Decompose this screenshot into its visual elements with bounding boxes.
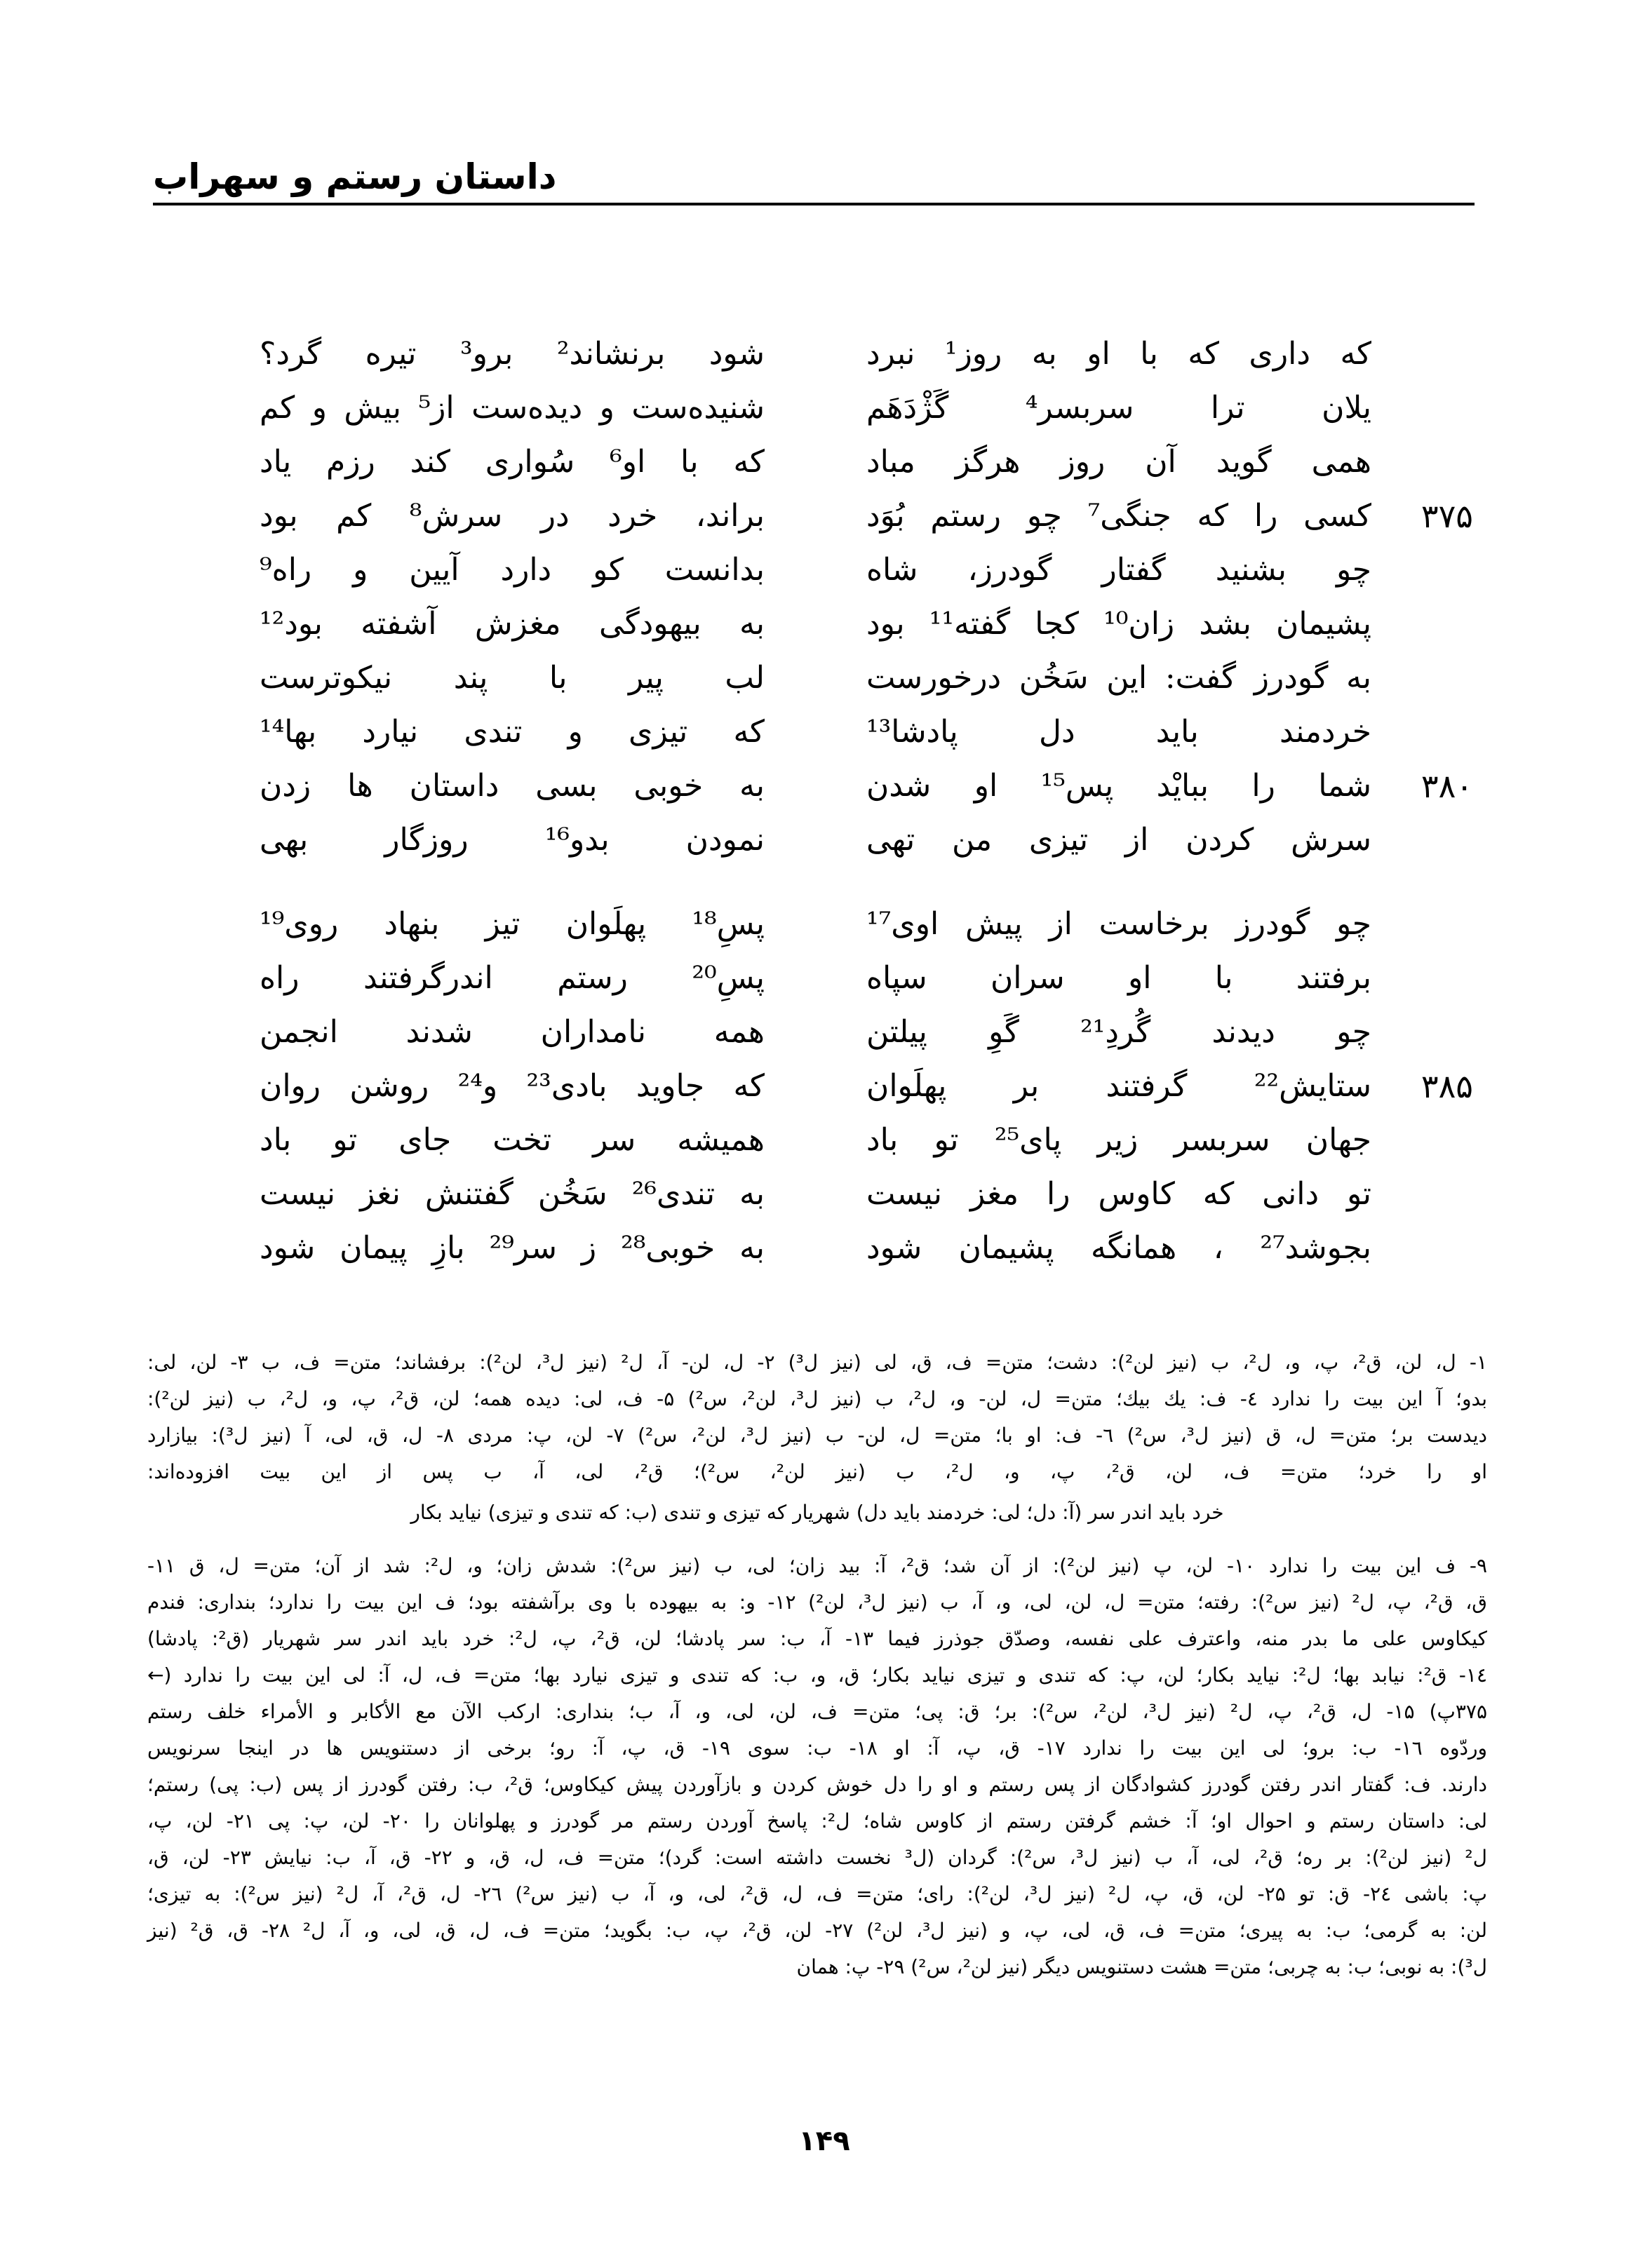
left-hemistich: بدانست کو دارد آیین و راه⁹	[260, 552, 765, 588]
footnote-line: ۱- ل، لن، ق²، پ، و، ل²، ب (نیز لن²): دشت؛ متن= ف، ق، لی (نیز ل³) ۲- ل، لن- آ، ل² (نیز ل³، لن²): برفشاند؛ متن= ف، ب ۳- لن، لی:	[147, 1351, 1488, 1374]
footnote-line: لی: داستان رستم و احوال او؛ آ: خشم گرفتن رستم از کاوس شاه؛ ل²: پاسخ آوردن رستم مر گودرز و پهلوانان را ۲۰- لن، پ: پی ۲۱- لن، پ،	[147, 1809, 1488, 1832]
left-hemistich: همیشه سر تخت جای تو باد	[260, 1122, 765, 1158]
left-hemistich: که جاوید بادی²³ و²⁴ روشن روان	[260, 1068, 765, 1104]
left-hemistich: پسِ¹⁸ پهلَوان تیز بنهاد روی¹⁹	[260, 906, 765, 942]
header-rule	[153, 203, 1475, 205]
left-hemistich: به خوبی²⁸ ز سر²⁹ بازِ پیمان شود	[260, 1230, 765, 1266]
footnote-line: خرد باید اندر سر (آ: دل؛ لی: خردمند باید دل) شهریار که تیزی و تندی (ب: که تندی و تیزی) نیاید بکار	[410, 1501, 1224, 1524]
right-hemistich: به گودرز گفت: این سَخُن درخورست	[866, 660, 1371, 696]
left-hemistich: شنیده‌ست و دیده‌ست از⁵ بیش و کم	[260, 390, 765, 426]
footnote-line: بدو؛ آ این بیت را ندارد ٤- ف: یك بیك؛ متن= ل، لن- و، ل²، ب (نیز ل³، لن²، س²) ۵- ف، لی: دیده همه؛ لن، ق²، پ، و، ل²، ب (نیز لن²):	[147, 1387, 1487, 1410]
left-hemistich: به خوبی بسی داستان ها زدن	[260, 768, 765, 804]
verse-number: ۳۸۵	[1421, 1067, 1473, 1105]
right-hemistich: تو دانی که کاوس را مغز نیست	[866, 1176, 1371, 1212]
right-hemistich: خردمند باید دل پادشا¹³	[866, 714, 1371, 750]
page-number: ۱۴۹	[798, 2125, 850, 2157]
right-hemistich: چو دیدند گُردِ²¹ گَوِ پیلتن	[866, 1014, 1372, 1050]
footnote-line: دیدست بر؛ متن= ل، ق (نیز ل³، س²) ٦- ف: او با؛ متن= ل، لن- ب (نیز ل³، لن²، س²) ۷- لن، پ: مردی ۸- ل، ق، لی، آ (نیز ل³): بیازارد	[147, 1424, 1488, 1447]
running-title: داستان رستم و سهراب	[153, 156, 557, 197]
verse-number: ۳۷۵	[1421, 497, 1473, 535]
right-hemistich: کسی را که جنگی⁷ چو رستم بُوَد	[866, 498, 1372, 534]
left-hemistich: نمودن بدو¹⁶ روزگار بهی	[260, 822, 765, 858]
right-hemistich: چو گودرز برخاست از پیش اوی¹⁷	[866, 906, 1371, 942]
right-hemistich: سرش کردن از تیزی من تهی	[866, 822, 1371, 858]
footnote-line: پ: باشی ۲٤- ق: تو ۲۵- لن، ق، پ، ل² (نیز ل³، لن²): رای؛ متن= ف، ل، ق²، لی، و، آ، ب (نیز س²) ۲٦- ل، ق²، آ، ل² (نیز س²): به تیزی؛	[147, 1882, 1487, 1905]
right-hemistich: بجوشد²⁷ ، همانگه پشیمان شود	[866, 1230, 1371, 1266]
footnote-line: ل² (نیز لن²): بر ره؛ ق²، لی، آ، ب (نیز ل³، س²): گردان (ل³ نخست داشته است: گرد)؛ متن= ف، ل، ق، و ۲۲- ق، آ، ب: نیایش ۲۳- لن، ق،	[147, 1846, 1487, 1869]
right-hemistich: جهان سربسر زیر پای²⁵ تو باد	[866, 1122, 1371, 1158]
footnote-line: او را خرد؛ متن= ف، لن، ق²، پ، و، ل²، ب (نیز لن²، س²)؛ ق²، لی، آ، ب پس از این بیت افزوده‌اند:	[147, 1460, 1488, 1483]
left-hemistich: پسِ²⁰ رستم اندرگرفتند راه	[260, 960, 765, 996]
right-hemistich: ستایش²² گرفتند بر پهلَوان	[866, 1068, 1371, 1104]
footnote-line: ق، ق²، پ، ل² (نیز س²): رفته؛ متن= ل، لن، لی، و، آ، ب (نیز ل³، لن²) ۱۲- و: به بیهوده با وی برآشفته بود؛ ف این بیت را ندارد؛ بنداری: فندم	[147, 1591, 1488, 1614]
left-hemistich: لب پیر با پند نیکوترست	[260, 660, 765, 696]
verse-number: ۳۸۰	[1421, 767, 1473, 805]
right-hemistich: همی گوید آن روز هرگز مباد	[866, 444, 1371, 480]
footnote-line: لن: به گرمی؛ ب: به پیری؛ متن= ف، ق، لی، پ، و (نیز ل³، لن²) ۲۷- لن، ق²، پ، ب: بگوید؛ متن= ف، ل، ق، لی، و، آ، ل² ۲۸- ق، ق² (نیز	[147, 1919, 1488, 1942]
right-hemistich: که داری که با او به روز¹ نبرد	[866, 336, 1371, 372]
right-hemistich: یلان ترا سربسر⁴ گَژْدَهَم	[866, 390, 1371, 426]
right-hemistich: چو بشنید گفتار گودرز، شاه	[866, 552, 1371, 588]
footnote-line: کیکاوس علی ما بدر منه، واعترف علی نفسه، وصدّق جوذرز فیما ۱۳- آ، ب: سر پادشا؛ لن، ق²، پ، ل²: خرد باید اندر سر شهریار (ق²: پادشا)	[147, 1627, 1488, 1650]
footnote-line: ۹- ف این بیت را ندارد ۱۰- لن، پ (نیز لن²): از آن شد؛ ق²، آ: بید زان؛ لی، ب (نیز س²): شدش زان؛ و، ل²: شد از آن؛ متن= ل، ق ۱۱-	[147, 1554, 1487, 1577]
footnote-line: دارند. ف: گفتار اندر رفتن گودرز کشوادگان از پس رستم و او را دل خوش کردن و بازآوردن پیش کیکاوس؛ ق²، ب: رفتن گودرز از پس (ب: پی) رستم؛	[147, 1773, 1488, 1796]
footnote-line: ۳۷۵پ) ۱۵- ل، ق²، پ، ل² (نیز ل³، لن²، س²): بر؛ ق: پی؛ متن= ف، لن، لی، و، آ، ب؛ بنداری: ارکب الآن مع الأکابر و الأمراء خلف رستم	[147, 1700, 1487, 1723]
left-hemistich: به بیهودگی مغزش آشفته بود¹²	[260, 606, 765, 642]
right-hemistich: برفتند با او سران سپاه	[866, 960, 1371, 996]
left-hemistich: که تیزی و تندی نیارد بها¹⁴	[260, 714, 765, 750]
right-hemistich: پشیمان بشد زان¹⁰ کجا گفته¹¹ بود	[866, 606, 1371, 642]
right-hemistich: شما را ببایْد پس¹⁵ او شدن	[866, 768, 1371, 804]
footnote-line: وردّوه ۱٦- ب: برو؛ لی این بیت را ندارد ۱۷- ق، پ، آ: او ۱۸- ب: سوی ۱۹- ق، پ، آ: رو؛ برخی از دستنویس ها در اینجا سرنویس	[147, 1736, 1487, 1760]
footnote-line: ل³): به نوبی؛ ب: به چربی؛ متن= هشت دستنویس دیگر (نیز لن²، س²) ۲۹- پ: همان	[796, 1955, 1487, 1978]
left-hemistich: شود برنشاند² برو³ تیره گرد؟	[260, 336, 765, 372]
left-hemistich: به تندی²⁶ سَخُن گفتنش نغز نیست	[260, 1176, 765, 1212]
footnote-line: ۱٤- ق²: نیابد بها؛ ل²: نیاید بکار؛ لن، پ: که تندی و تیزی نیاید بکار؛ ق، و، ب: که تندی و تیزی نیارد بها؛ متن= ف، ل، آ: لی این بیت را ندارد (←	[147, 1663, 1487, 1687]
left-hemistich: براند، خرد در سرش⁸ کم بود	[260, 498, 765, 534]
left-hemistich: همه نامداران شدند انجمن	[260, 1014, 765, 1050]
left-hemistich: که با او⁶ سُواری کند رزم یاد	[260, 444, 765, 480]
